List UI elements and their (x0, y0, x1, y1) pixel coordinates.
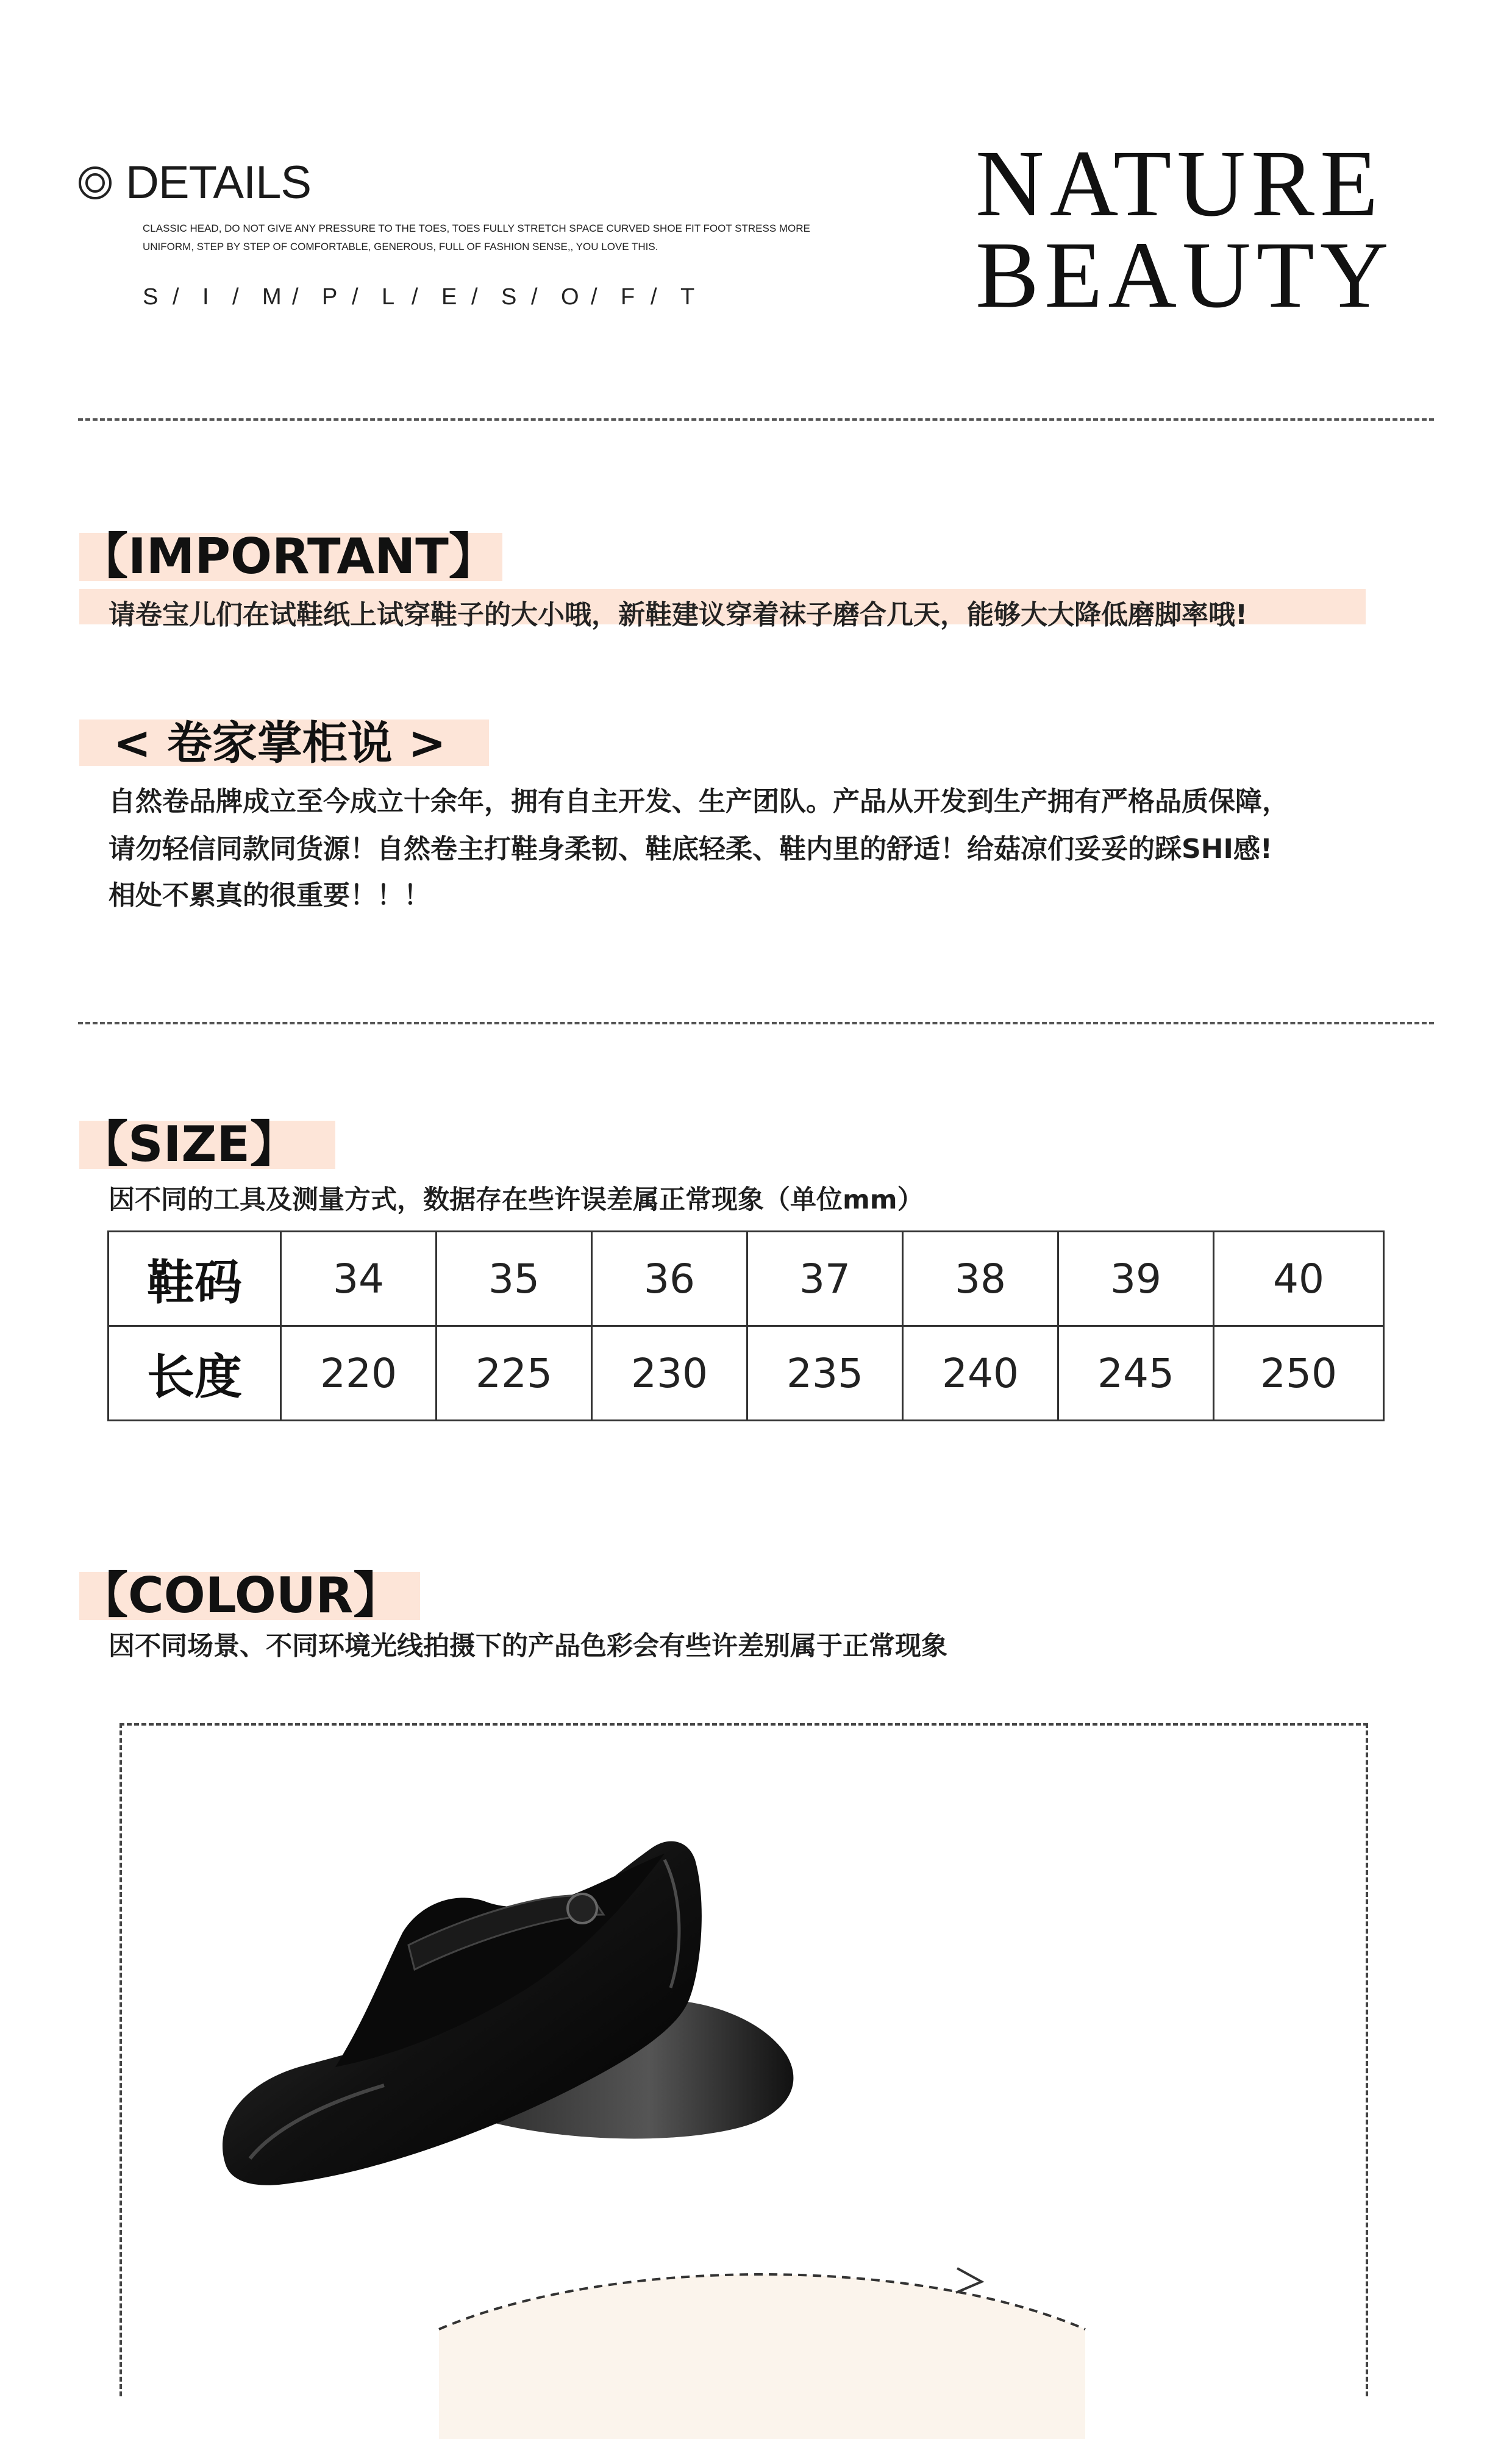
length-cell: 250 (1214, 1326, 1384, 1421)
letter: / (292, 284, 300, 310)
double-circle-icon (78, 166, 112, 200)
details-title (78, 156, 311, 209)
size-code-cell: 38 (903, 1232, 1058, 1326)
details-description: CLASSIC HEAD, DO NOT GIVE ANY PRESSURE TO THE TOES, TOES FULLY STRETCH SPACE CURVED SHOE FIT FOOT STRESS MORE UNIFORM, STEP BY STEP OF COMFORTABLE, GENEROUS, FULL OF FASHION SENSE,, YOU LOVE THIS. (143, 223, 810, 252)
letter: S (143, 284, 160, 310)
size-note: 因不同的工具及测量方式，数据存在些许误差属正常现象（单位mm） (109, 1185, 924, 1215)
size-code-cell: 37 (747, 1232, 903, 1326)
divider (78, 418, 1434, 421)
letter: / (591, 284, 599, 310)
letter: / (531, 284, 539, 310)
important-text: 请卷宝儿们在试鞋纸上试穿鞋子的大小哦，新鞋建议穿着袜子磨合几天，能够大大降低磨脚率哦! (109, 599, 1248, 630)
size-code-cell: 40 (1214, 1232, 1384, 1326)
owner-line-2: 请勿轻信同款同货源！自然卷主打鞋身柔韧、鞋底轻柔、鞋内里的舒适！给菇凉们妥妥的踩SHI感! (109, 834, 1272, 865)
owner-line-3: 相处不累真的很重要！！！ (109, 880, 430, 911)
letter: / (651, 284, 658, 310)
length-cell: 240 (903, 1326, 1058, 1421)
letter: / (232, 284, 240, 310)
letter: / (352, 284, 360, 310)
length-label: 长度 (109, 1326, 281, 1421)
shoe-product-image (201, 1799, 847, 2189)
table-row (109, 1232, 1384, 1326)
brand-line-2: BEAUTY (975, 222, 1394, 327)
letter: M (262, 284, 283, 310)
letter: P (322, 284, 339, 310)
divider (78, 1022, 1434, 1024)
letter: L (382, 284, 396, 310)
length-cell: 245 (1058, 1326, 1214, 1421)
details-title-text: DETAILS (126, 157, 312, 209)
letter: / (412, 284, 419, 310)
important-heading: 【IMPORTANT】 (79, 517, 497, 587)
brand-logo (975, 130, 1427, 327)
letter: O (561, 284, 580, 310)
letter: T (680, 284, 696, 310)
length-cell: 235 (747, 1326, 903, 1421)
size-heading: 【SIZE】 (79, 1105, 299, 1175)
size-code-cell: 35 (437, 1232, 592, 1326)
size-code-label: 鞋码 (109, 1232, 281, 1326)
length-cell: 220 (281, 1326, 437, 1421)
table-row (109, 1326, 1384, 1421)
colour-note: 因不同场景、不同环境光线拍摄下的产品色彩会有些许差别属于正常现象 (109, 1631, 947, 1662)
owner-heading: < 卷家掌柜说 > (79, 707, 446, 772)
length-cell: 225 (437, 1326, 592, 1421)
letter: / (173, 284, 180, 310)
decorative-arc (427, 2256, 1097, 2439)
letter: I (202, 284, 210, 310)
letter: E (441, 284, 458, 310)
letter: F (621, 284, 637, 310)
letter: S (501, 284, 518, 310)
length-cell: 230 (592, 1326, 747, 1421)
owner-line-1: 自然卷品牌成立至今成立十余年，拥有自主开发、生产团队。产品从开发到生产拥有严格品质保障， (109, 786, 1289, 817)
size-code-cell: 34 (281, 1232, 437, 1326)
size-code-cell: 36 (592, 1232, 747, 1326)
simplesoft-letters (143, 284, 710, 310)
colour-heading: 【COLOUR】 (79, 1556, 402, 1626)
brand-line-1: NATURE (975, 130, 1384, 236)
size-code-cell: 39 (1058, 1232, 1214, 1326)
letter: / (471, 284, 479, 310)
size-table (107, 1230, 1385, 1421)
